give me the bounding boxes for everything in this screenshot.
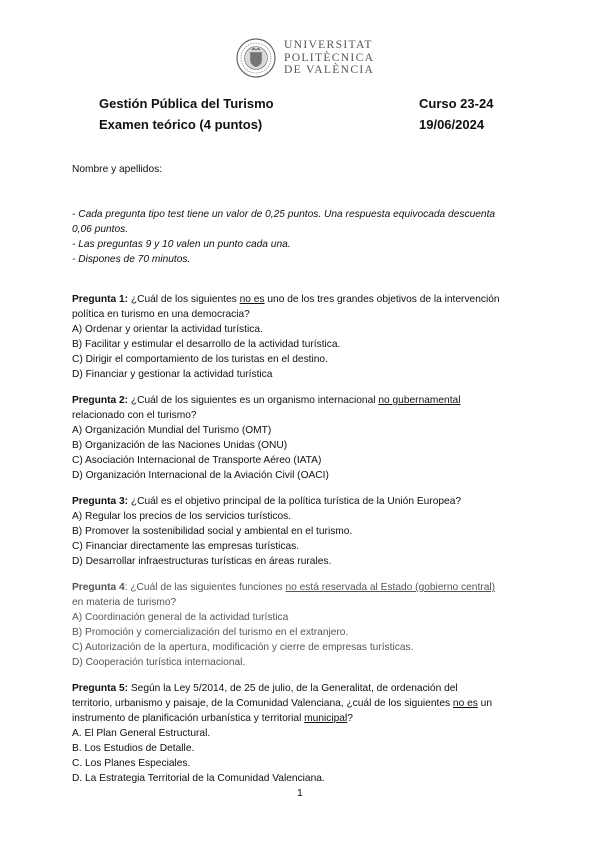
exam-title: Examen teórico (4 puntos) (99, 117, 263, 132)
question-1-text: Pregunta 1: ¿Cuál de los siguientes no es uno de los tres grandes objetivos de la intervención (72, 294, 500, 305)
question-label: Pregunta 2: (72, 395, 129, 406)
question-4-text-cont: en materia de turismo? (72, 597, 177, 608)
university-logo (236, 38, 374, 78)
emphasis: no está reservada al Estado (gobierno central) (285, 582, 496, 593)
exam-date: 19/06/2024 (419, 117, 485, 132)
option-d: D) Desarrollar infraestructuras turísticas en áreas rurales. (72, 556, 332, 567)
option-b: B) Promover la sostenibilidad social y ambiental en el turismo. (72, 526, 353, 537)
option-c: C) Dirigir el comportamiento de los turistas en el destino. (72, 354, 328, 365)
emphasis: no es (239, 294, 265, 305)
question-3-text: Pregunta 3: ¿Cuál es el objetivo principal de la política turística de la Unión Europea? (72, 496, 462, 507)
question-5-text-cont: territorio, urbanismo y paisaje, de la Comunidad Valenciana, ¿cuál de los siguientes no es un (72, 698, 493, 709)
option-a: A) Ordenar y orientar la actividad turística. (72, 324, 263, 335)
option-d: D. La Estrategia Territorial de la Comunidad Valenciana. (72, 773, 325, 784)
instruction-line: 0,06 puntos. (72, 224, 129, 235)
option-c: C) Financiar directamente las empresas turísticas. (72, 541, 300, 552)
question-4-text: Pregunta 4: ¿Cuál de las siguientes funciones no está reservada al Estado (gobierno central) (72, 582, 496, 593)
course-name: Gestión Pública del Turismo (99, 96, 274, 111)
option-d: D) Cooperación turística internacional. (72, 657, 246, 668)
question-label: Pregunta 3: (72, 496, 129, 507)
question-5-text: Pregunta 5: Según la Ley 5/2014, de 25 de julio, de la Generalitat, de ordenación del (72, 683, 458, 694)
question-1-text-cont: política en turismo en una democracia? (72, 309, 250, 320)
emphasis: no gubernamental (378, 395, 461, 406)
option-a: A) Coordinación general de la actividad turística (72, 612, 289, 623)
option-a: A) Organización Mundial del Turismo (OMT) (72, 425, 272, 436)
option-c: C) Autorización de la apertura, modificación y cierre de empresas turísticas. (72, 642, 414, 653)
emphasis: municipal (304, 713, 348, 724)
logo-line-3: DE VALÈNCIA (284, 63, 375, 77)
page-number: 1 (297, 787, 303, 799)
option-b: B) Organización de las Naciones Unidas (ONU) (72, 440, 288, 451)
question-label: Pregunta 5: (72, 683, 129, 694)
option-b: B) Facilitar y estimular el desarrollo de la actividad turística. (72, 339, 341, 350)
option-c: C. Los Planes Especiales. (72, 758, 191, 769)
instruction-line: - Cada pregunta tipo test tiene un valor de 0,25 puntos. Una respuesta equivocada descuenta (72, 209, 496, 220)
question-2-text-cont: relacionado con el turismo? (72, 410, 197, 421)
course-year: Curso 23-24 (419, 96, 494, 111)
option-a: A) Regular los precios de los servicios turísticos. (72, 511, 292, 522)
university-seal-icon (236, 38, 276, 78)
option-d: D) Organización Internacional de la Aviación Civil (OACI) (72, 470, 329, 481)
option-b: B) Promoción y comercialización del turismo en el extranjero. (72, 627, 349, 638)
emphasis: no es (452, 698, 478, 709)
option-b: B. Los Estudios de Detalle. (72, 743, 195, 754)
logo-line-1: UNIVERSITAT (284, 38, 373, 52)
question-label: Pregunta 1: (72, 294, 129, 305)
option-c: C) Asociación Internacional de Transporte Aéreo (IATA) (72, 455, 322, 466)
question-label: Pregunta 4 (72, 582, 125, 593)
question-2-text: Pregunta 2: ¿Cuál de los siguientes es un organismo internacional no gubernamental (72, 395, 461, 406)
option-d: D) Financiar y gestionar la actividad turística (72, 369, 273, 380)
instruction-line: - Las preguntas 9 y 10 valen un punto cada una. (72, 239, 291, 250)
option-a: A. El Plan General Estructural. (72, 728, 211, 739)
question-5-text-cont: instrumento de planificación urbanística y territorial municipal? (72, 713, 353, 724)
instruction-line: - Dispones de 70 minutos. (72, 254, 191, 265)
logo-line-2: POLITÈCNICA (284, 50, 375, 64)
name-field-label: Nombre y apellidos: (72, 164, 163, 175)
